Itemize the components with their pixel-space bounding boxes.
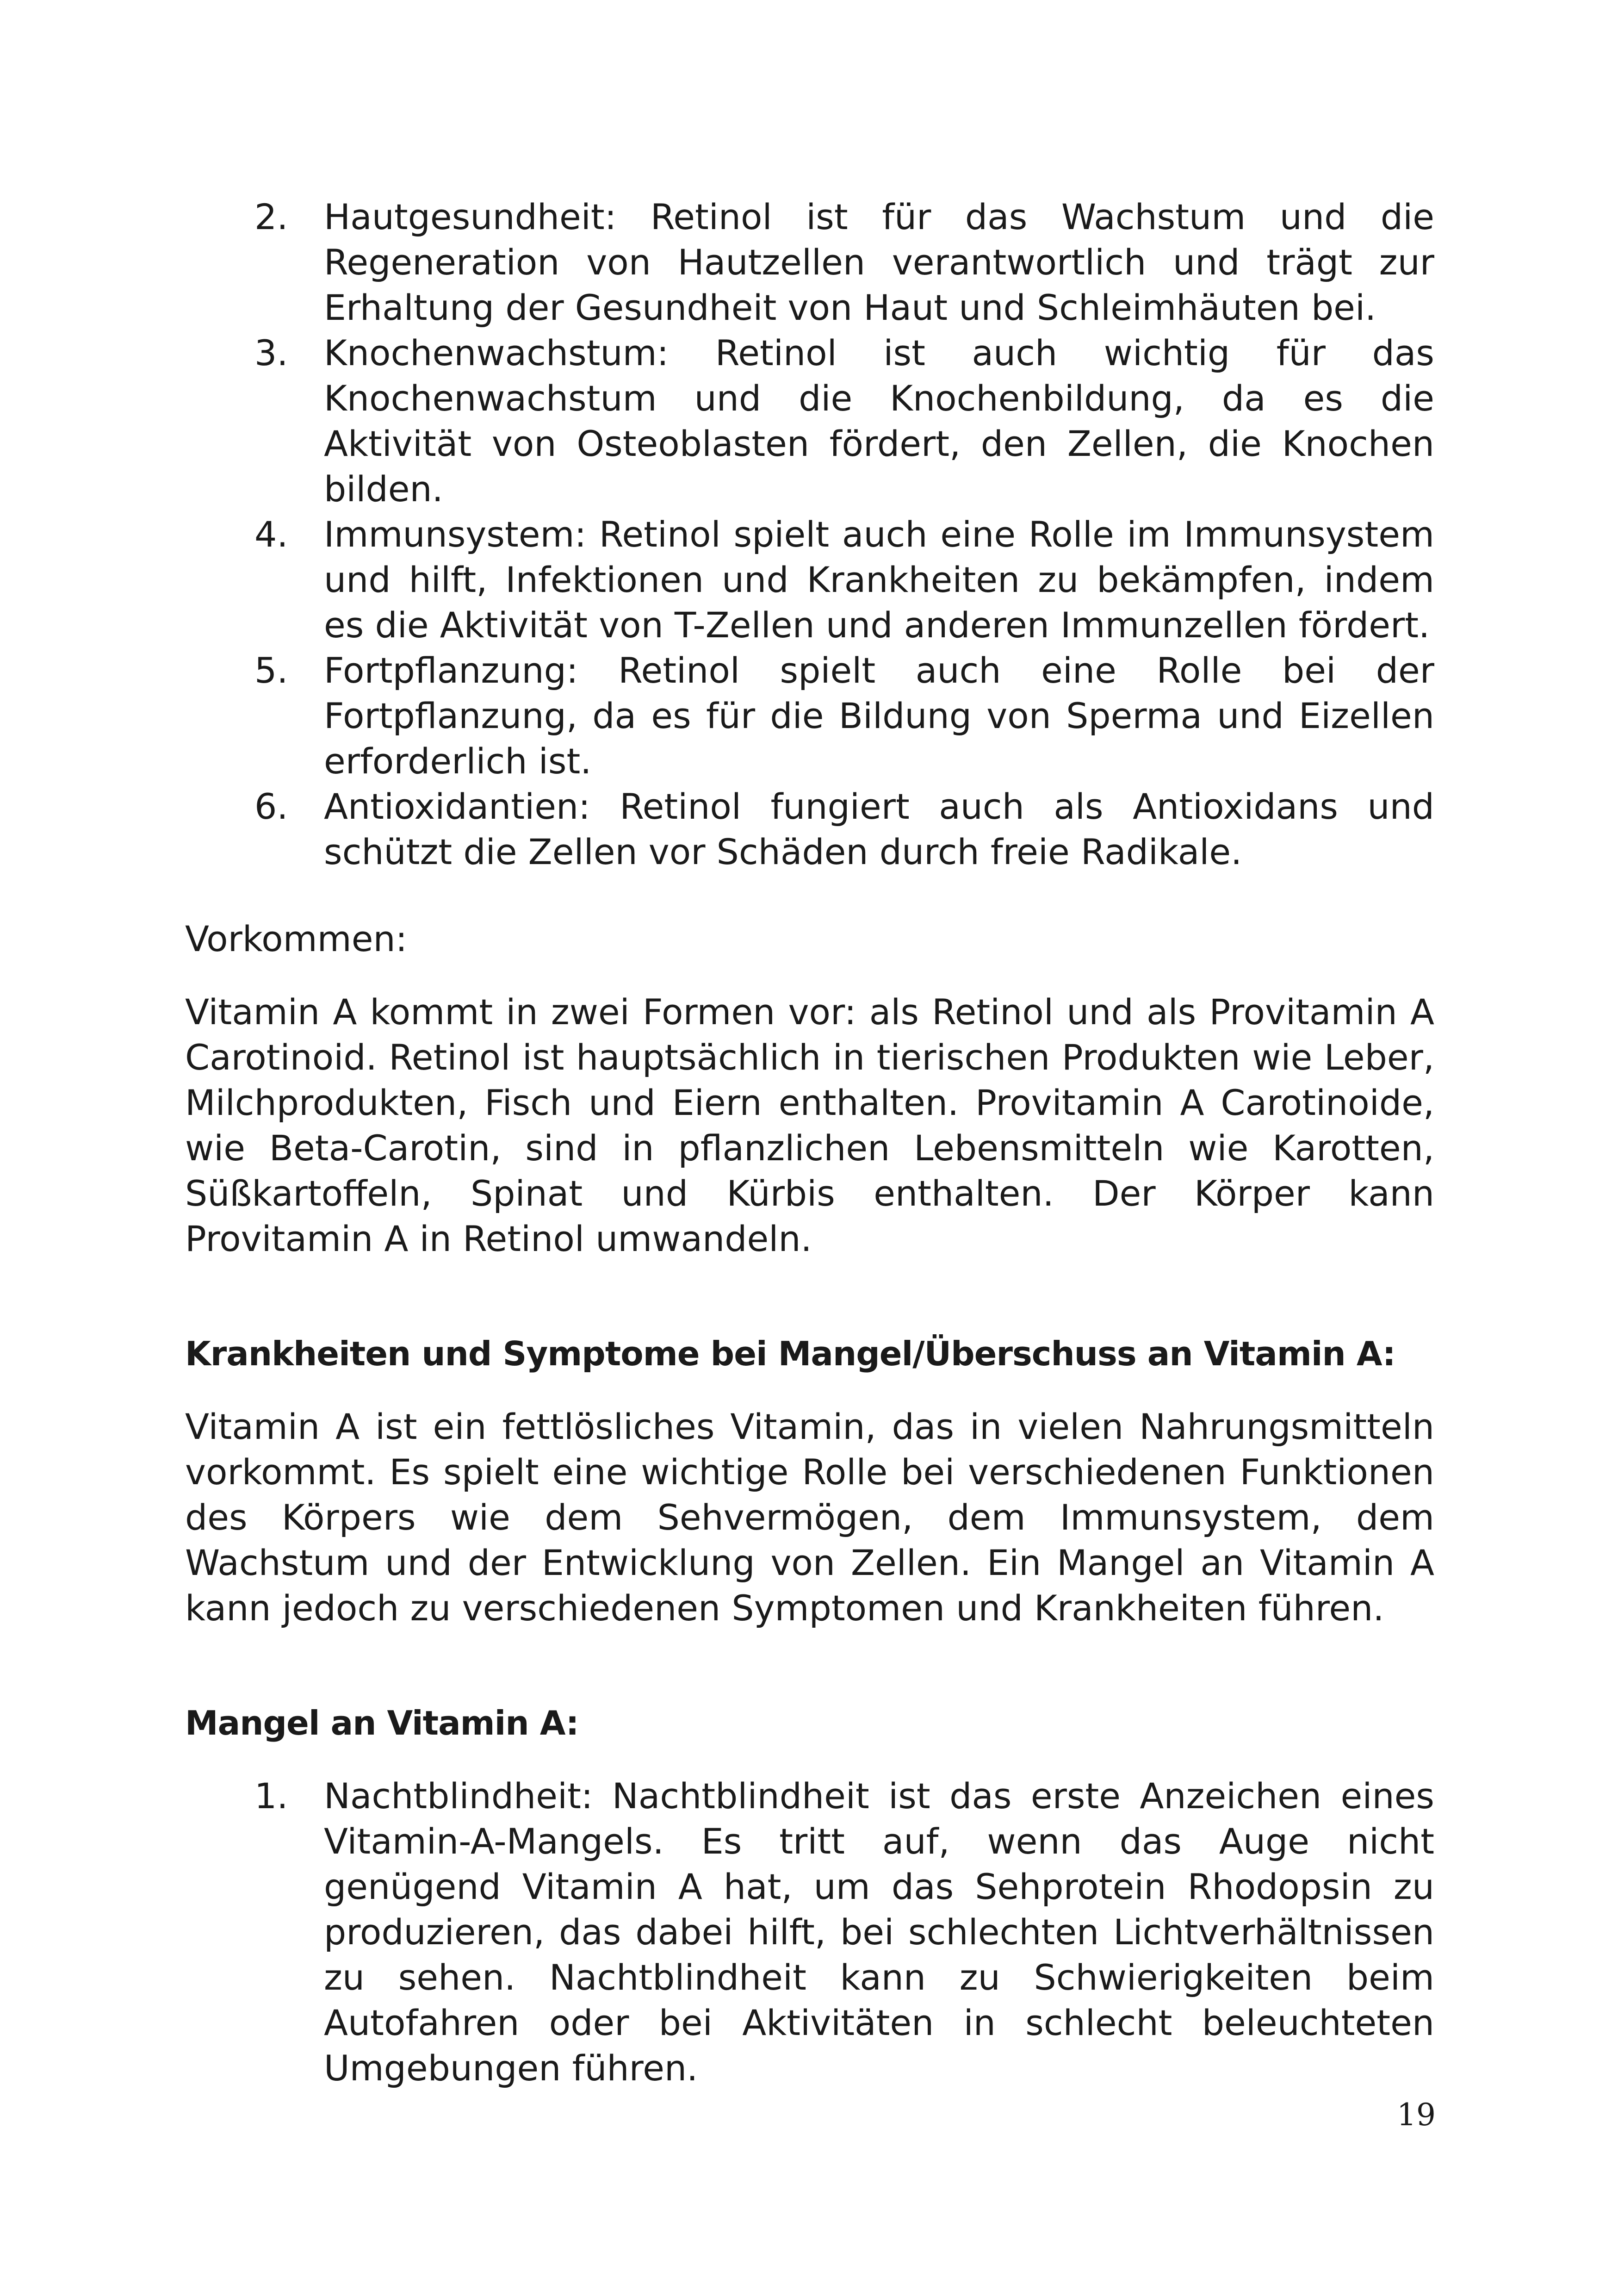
section-heading-krankheiten: Krankheiten und Symptome bei Mangel/Überschuss an Vitamin A: (185, 1334, 1395, 1373)
vorkommen-label: Vorkommen: (185, 918, 408, 959)
spacer (185, 1746, 1434, 1773)
list-item (185, 512, 1434, 648)
list-item-number: 5. (254, 650, 288, 691)
list-item-number: 1. (254, 1775, 288, 1817)
mangel-list (185, 1773, 1434, 2091)
list-item-number: 2. (254, 196, 288, 237)
list-item (185, 648, 1434, 784)
krankheiten-paragraph: Vitamin A ist ein fettlösliches Vitamin, das in vielen Nahrungsmitteln vorkommt. Es spielt eine wichtige Rolle bei verschiedenen Funktionen des Körpers wie dem Sehvermögen, dem Immunsystem, dem Wachstum und der Entwicklung von Zellen. Ein Mangel an Vitamin A kann jedoch zu verschiedenen Symptomen und Krankheiten führen. (185, 1406, 1434, 1629)
list-item-number: 4. (254, 514, 288, 555)
list-item-number: 3. (254, 332, 288, 373)
spacer (185, 875, 1434, 916)
page-content (185, 194, 1434, 2091)
functions-list (185, 194, 1434, 875)
spacer (185, 1631, 1434, 1700)
list-item-text: Immunsystem: Retinol spielt auch eine Rolle im Immunsystem und hilft, Infektionen und Krankheiten zu bekämpfen, indem es die Aktivität von T-Zellen und anderen Immunzellen fördert. (324, 514, 1434, 646)
list-item-text: Nachtblindheit: Nachtblindheit ist das erste Anzeichen eines Vitamin-A-Mangels. Es tritt auf, wenn das Auge nicht genügend Vitamin A hat, um das Sehprotein Rhodopsin zu produzieren, das dabei hilft, bei schlechten Lichtverhältnissen zu sehen. Nachtblindheit kann zu Schwierigkeiten beim Autofahren oder bei Aktivitäten in schlecht beleuchteten Umgebungen führen. (324, 1775, 1434, 2089)
list-item (185, 330, 1434, 512)
list-item-number: 6. (254, 786, 288, 827)
section-heading-mangel: Mangel an Vitamin A: (185, 1704, 579, 1742)
spacer (185, 962, 1434, 989)
list-item-text: Fortpflanzung: Retinol spielt auch eine Rolle bei der Fortpflanzung, da es für die Bildung von Sperma und Eizellen erforderlich ist. (324, 650, 1434, 782)
page-number: 19 (1397, 2097, 1436, 2133)
list-item-text: Knochenwachstum: Retinol ist auch wichtig für das Knochenwachstum und die Knochenbildung, da es die Aktivität von Osteoblasten fördert, den Zellen, die Knochen bilden. (324, 332, 1434, 510)
list-item (185, 1773, 1434, 2091)
list-item (185, 784, 1434, 875)
list-item (185, 194, 1434, 330)
list-item-text: Hautgesundheit: Retinol ist für das Wachstum und die Regeneration von Hautzellen verantwortlich und trägt zur Erhaltung der Gesundheit von Haut und Schleimhäuten bei. (324, 196, 1434, 328)
list-item-text: Antioxidantien: Retinol fungiert auch als Antioxidans und schützt die Zellen vor Schäden durch freie Radikale. (324, 786, 1434, 872)
spacer (185, 1376, 1434, 1404)
spacer (185, 1262, 1434, 1331)
vorkommen-paragraph: Vitamin A kommt in zwei Formen vor: als Retinol und als Provitamin A Carotinoid. Retinol ist hauptsächlich in tierischen Produkten wie Leber, Milchprodukten, Fisch und Eiern enthalten. Provitamin A Carotinoide, wie Beta-Carotin, sind in pflanzlichen Lebensmitteln wie Karotten, Süßkartoffeln, Spinat und Kürbis enthalten. Der Körper kann Provitamin A in Retinol umwandeln. (185, 991, 1434, 1259)
